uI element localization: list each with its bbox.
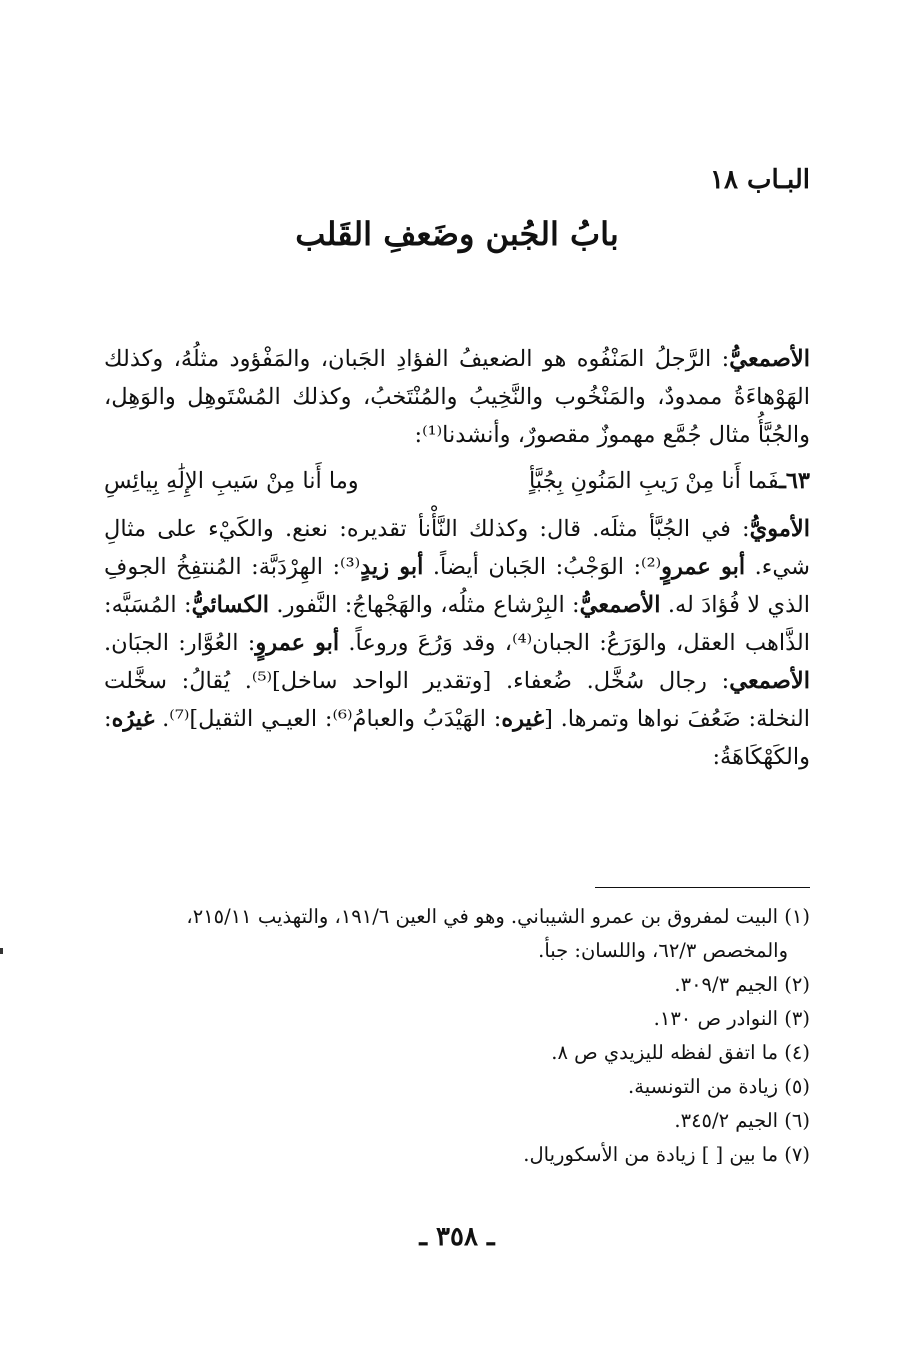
paragraph-text: : الهَيْدَبُ والعبامُ⁽⁶⁾: العيـي الثقيل]⁽⁷⁾. [154,706,502,732]
footnote-4: (٤) ما اتفق لفظه لليزيدي ص ٨. [551,1041,810,1064]
footnote-5: (٥) زيادة من التونسية. [628,1075,810,1098]
paragraph-text: ⁽²⁾: الوَجْبُ: الجَبان أيضاً. [423,554,662,580]
footnote-2: (٢) الجيم ٣٠٩/٣. [674,973,810,996]
footnote-1-continued: والمخصص ٦٢/٣، واللسان: جبأ. [538,939,788,962]
footnote-3: (٣) النوادر ص ١٣٠. [653,1007,810,1030]
footnote-1: (١) البيت لمفروق بن عمرو الشيباني. وهو في العين ١٩١/٦، والتهذيب ٢١٥/١١، [186,905,810,928]
verse-right-text: فَما أَنا مِنْ رَيبِ المَنُونِ بِجُبَّأٍ [528,468,780,494]
narrator-name: الكسائيُّ [191,592,270,618]
paragraph-text: : في الجُبَّأ مثلَه. قال: وكذلك النَّأْنأ تقديره: نعنع. والكَيْء على مثالِ شيء. [104,516,810,580]
main-text [104,340,810,776]
narrator-name: أبو عمروٍ [661,554,746,580]
verse-number: ٦٣ـ [779,468,810,494]
narrator-name: غيرُه [111,706,155,732]
narrator-name: الأمويُّ [749,516,810,542]
paragraph-text: : رجال سُخَّل. ضُعفاء. [وتقدير الواحد ساخل]⁽⁵⁾. يُقالُ: سخَّلت النخلة: ضَعُفَ نواها وتمرها. [ [104,668,810,732]
narrator-name: أبو عمروٍ [255,630,340,656]
poetry-verse [104,462,810,500]
verse-first-hemistich [529,462,810,500]
footnote-6: (٦) الجيم ٣٤٥/٢. [674,1109,810,1132]
paragraph-1 [104,340,810,454]
chapter-title: بابُ الجُبن وضَعفِ القَلب [295,215,619,253]
footnote-separator [595,887,810,888]
paragraph-text: : العُوَّار: الجبَان. [104,630,256,656]
paragraph-text: : البِرْشاع مثلُه، والهَجْهاجُ: النَّفور. [269,592,580,618]
paragraph-2 [104,510,810,776]
page-number: ـ ٣٥٨ ـ [419,1222,495,1252]
paragraph-text: ⁽³⁾: الهِرْدَبَّة: المُنتفِخُ الجوفِ الذي لا فُؤادَ له. [104,554,810,618]
narrator-name: أبو زيدٍ [360,554,424,580]
chapter-label: البـاب ١٨ [710,165,810,195]
footnotes [104,900,810,1172]
scan-edge-mark [0,948,3,954]
paragraph-text: : المُسَبَّه: الذَّاهب العقل، والوَرَعُ: الجبان⁽⁴⁾، وقد وَرُعَ وروعاً. [104,592,810,656]
paragraph-text: : والكَهْكَاهَةُ: [104,706,810,770]
narrator-name: الأصمعيُّ [579,592,661,618]
footnote-7: (٧) ما بين [ ] زيادة من الأسكوريال. [523,1143,810,1166]
verse-second-hemistich: وما أَنا مِنْ سَيبِ الإِلَٰهِ بِيائِسِ [104,468,359,494]
paragraph-text: : الرَّجلُ المَنْفُوه هو الضعيفُ الفؤادِ الجَبان، والمَفْؤود مثلُهُ، وكذلك الهَوْهاءَةُ ممدودٌ، والمَنْخُوب والنَّخِيبُ والمُنْتَخبُ، وكذلك المُسْتَوهِل والوَهِل، والجُبَّأُ مثال جُمَّع مهموزٌ مقصورٌ، وأنشدنا⁽¹⁾: [104,346,810,448]
narrator-name: الأصمعيُّ [729,346,810,372]
narrator-name: الأصمعي [729,668,810,694]
narrator-name: غيره [501,706,545,732]
